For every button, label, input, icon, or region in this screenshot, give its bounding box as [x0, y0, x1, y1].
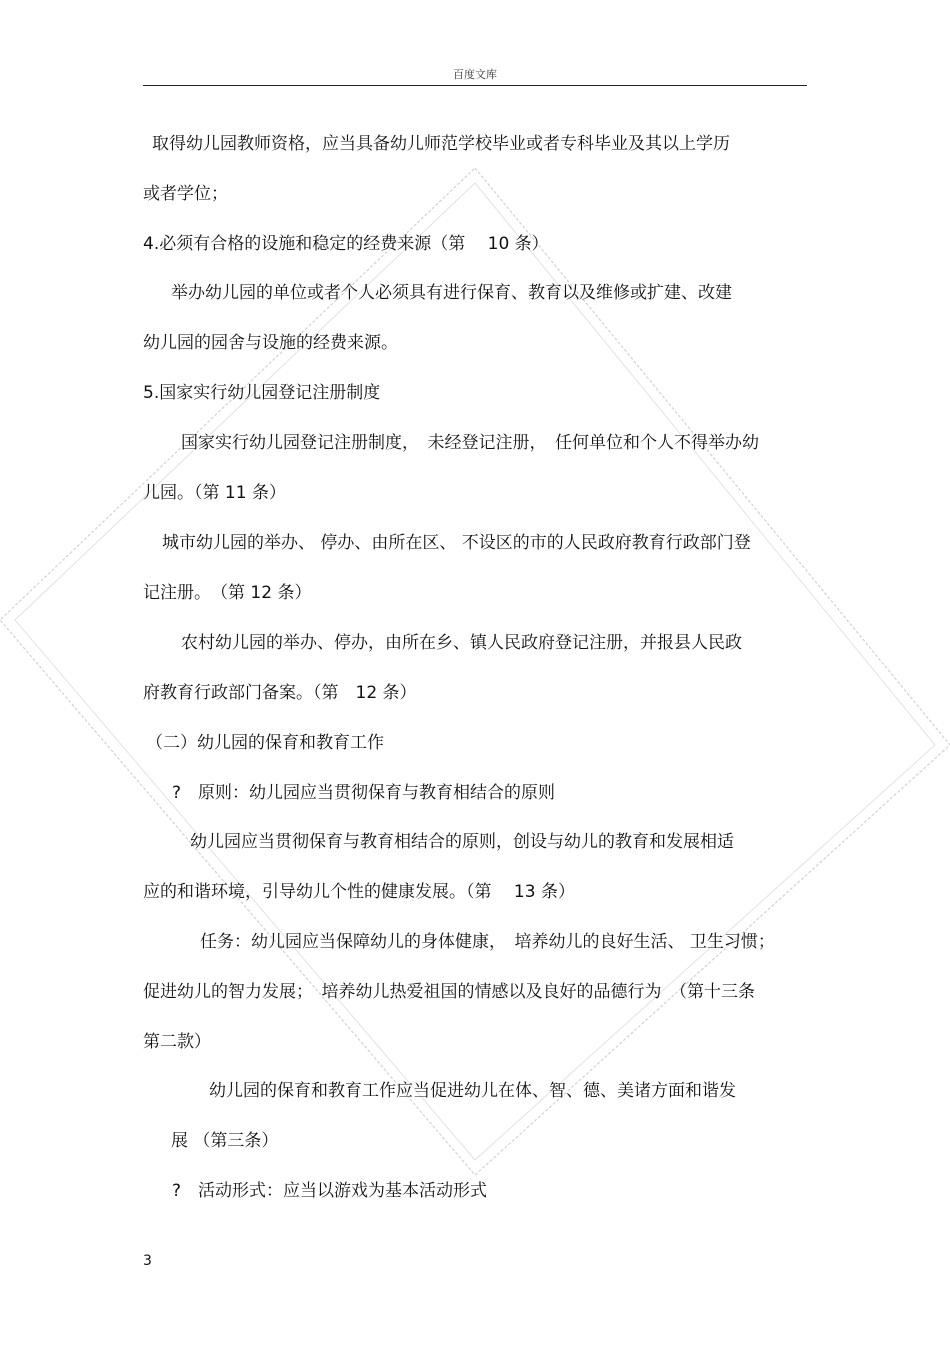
page-header-title: 百度文库 — [453, 68, 497, 81]
section-heading: （二）幼儿园的保育和教育工作 — [146, 733, 384, 753]
bullet-line: ? 活动形式：应当以游戏为基本活动形式 — [172, 1181, 488, 1201]
text-line: 应的和谐环境，引导幼儿个性的健康发展。（第 13 条） — [143, 882, 575, 902]
text-line: 取得幼儿园教师资格，应当具备幼儿师范学校毕业或者专科毕业及其以上学历 — [152, 134, 730, 154]
text-line: 任务：幼儿园应当保障幼儿的身体健康， 培养幼儿的良好生活、 卫生习惯； — [200, 932, 775, 952]
text-line: 府教育行政部门备案。（第 12 条） — [143, 683, 417, 703]
text-line: 展 （第三条） — [171, 1131, 279, 1151]
text-line: 儿园。（第 11 条） — [143, 483, 286, 503]
section-heading: 5.国家实行幼儿园登记注册制度 — [143, 383, 381, 403]
text-line: 或者学位； — [143, 184, 228, 204]
section-heading: 4.必须有合格的设施和稳定的经费来源（第 10 条） — [143, 234, 549, 254]
bullet-line: ? 原则：幼儿园应当贯彻保育与教育相结合的原则 — [172, 783, 556, 803]
text-line: 举办幼儿园的单位或者个人必须具有进行保育、教育以及维修或扩建、改建 — [171, 283, 732, 303]
page-number: 3 — [143, 1253, 152, 1269]
text-line: 国家实行幼儿园登记注册制度， 未经登记注册， 任何单位和个人不得举办幼 — [181, 433, 759, 453]
text-line: 促进幼儿的智力发展； 培养幼儿热爱祖国的情感以及良好的品德行为 （第十三条 — [143, 982, 755, 1002]
text-line: 农村幼儿园的举办、停办，由所在乡、镇人民政府登记注册，并报县人民政 — [181, 633, 742, 653]
text-line: 幼儿园应当贯彻保育与教育相结合的原则，创设与幼儿的教育和发展相适 — [190, 832, 734, 852]
header-rule — [143, 85, 807, 86]
text-line: 第二款） — [143, 1032, 211, 1052]
text-line: 城市幼儿园的举办、 停办、由所在区、 不设区的市的人民政府教育行政部门登 — [162, 533, 751, 553]
text-line: 记注册。 （第 12 条） — [143, 583, 312, 603]
text-line: 幼儿园的保育和教育工作应当促进幼儿在体、智、德、美诸方面和谐发 — [209, 1081, 736, 1101]
text-line: 幼儿园的园舍与设施的经费来源。 — [143, 333, 398, 353]
